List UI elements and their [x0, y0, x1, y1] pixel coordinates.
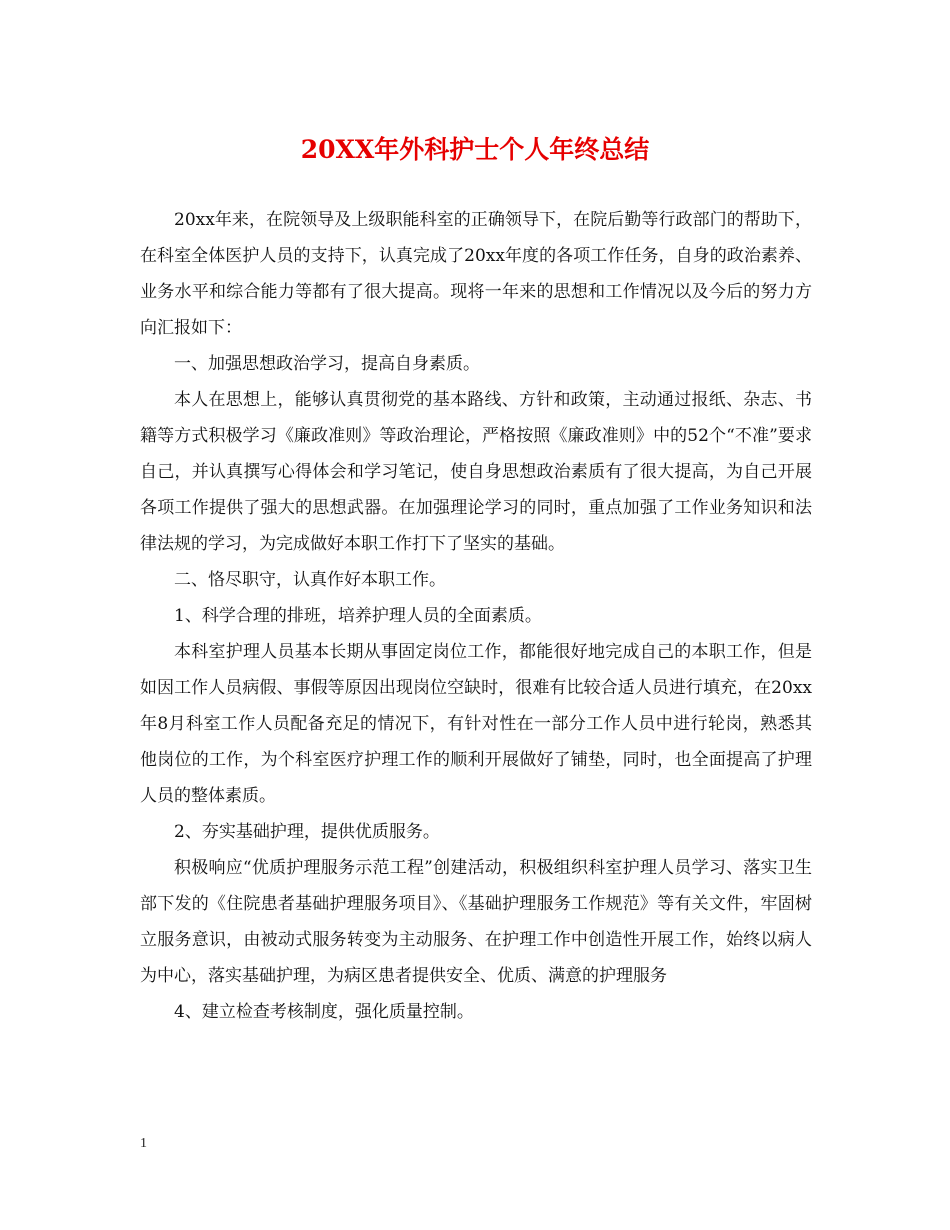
paragraph-political-study: 本人在思想上，能够认真贯彻党的基本路线、方针和政策，主动通过报纸、杂志、书籍等方式积极学习《廉政准则》等政治理论，严格按照《廉政准则》中的52个“不准”要求自己，并认真撰写心得体会和学习笔记，使自身思想政治素质有了很大提高，为自己开展各项工作提供了强大的思想武器。在加强理论学习的同时，重点加强了工作业务知识和法律法规的学习，为完成做好本职工作打下了坚实的基础。 — [140, 390, 812, 554]
paragraph-scheduling: 本科室护理人员基本长期从事固定岗位工作，都能很好地完成自己的本职工作，但是如因工作人员病假、事假等原因出现岗位空缺时，很难有比较合适人员进行填充，在20xx年8月科室工作人员配备充足的情况下，有针对性在一部分工作人员中进行轮岗，熟悉其他岗位的工作，为个科室医疗护理工作的顺利开展做好了铺垫，同时，也全面提高了护理人员的整体素质。 — [140, 642, 812, 806]
subheading-1: 1、科学合理的排班，培养护理人员的全面素质。 — [174, 606, 542, 626]
document-title: 20XX年外科护士个人年终总结 — [300, 135, 650, 164]
paragraph-intro: 20xx年来，在院领导及上级职能科室的正确领导下，在院后勤等行政部门的帮助下，在科室全体医护人员的支持下，认真完成了20xx年度的各项工作任务，自身的政治素养、业务水平和综合能力等都有了很大提高。现将一年来的思想和工作情况以及今后的努力方向汇报如下： — [140, 210, 812, 338]
section-heading-2: 二、恪尽职守，认真作好本职工作。 — [174, 570, 446, 590]
subheading-4: 4、建立检查考核制度，强化质量控制。 — [174, 1002, 474, 1022]
subheading-2: 2、夯实基础护理，提供优质服务。 — [174, 822, 440, 842]
section-heading-1: 一、加强思想政治学习，提高自身素质。 — [174, 354, 480, 374]
page-number: 1 — [140, 1136, 147, 1151]
paragraph-quality-service: 积极响应“优质护理服务示范工程”创建活动，积极组织科室护理人员学习、落实卫生部下发的《住院患者基础护理服务项目》、《基础护理服务工作规范》等有关文件，牢固树立服务意识，由被动式服务转变为主动服务、在护理工作中创造性开展工作，始终以病人为中心，落实基础护理，为病区患者提供安全、优质、满意的护理服务 — [140, 858, 812, 986]
document-body — [140, 202, 812, 1030]
